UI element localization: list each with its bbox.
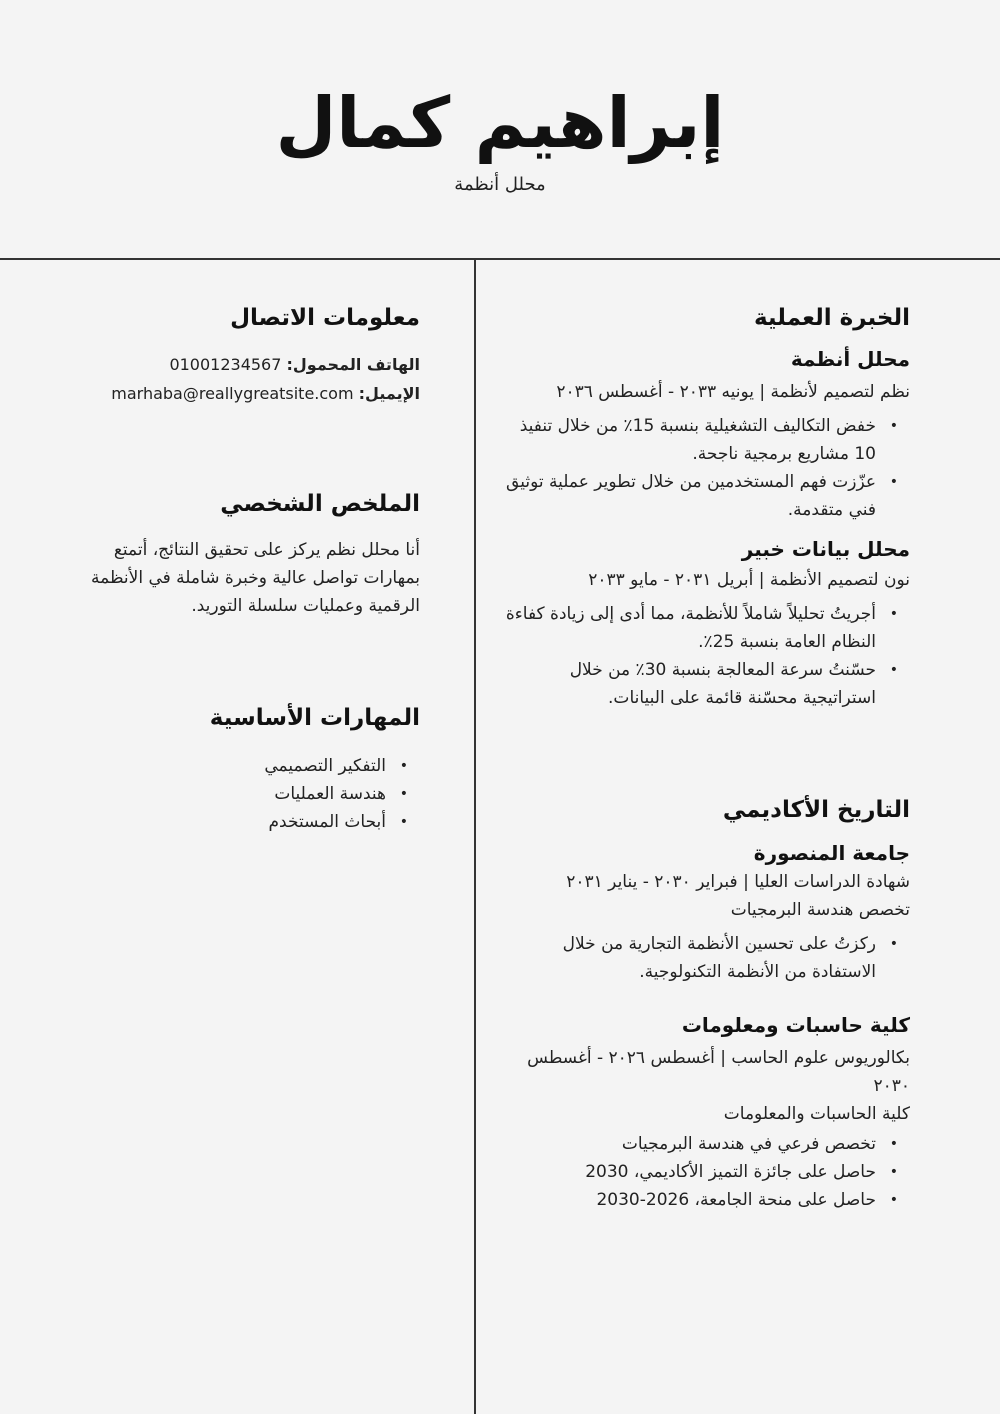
side-column xyxy=(70,300,420,836)
job-title: محلل أنظمة xyxy=(790,347,910,371)
degree-sub: تخصص هندسة البرمجيات xyxy=(730,900,910,920)
email-value: marhaba@reallygreatsite.com xyxy=(111,384,354,403)
phone-value: 01001234567 xyxy=(169,355,282,374)
experience-heading: الخبرة العملية xyxy=(753,305,910,331)
job-title: محلل بيانات خبير xyxy=(741,537,910,561)
education-bullet: • حاصل على منحة الجامعة، 2026-2030 xyxy=(500,1186,876,1214)
education-entry xyxy=(500,838,910,986)
education-entry xyxy=(500,1010,910,1214)
column-divider xyxy=(474,258,476,1414)
summary-section xyxy=(70,486,420,620)
degree-meta: شهادة الدراسات العليا | فبراير ٢٠٣٠ - يناير ٢٠٣١ xyxy=(566,872,910,892)
skills-heading: المهارات الأساسية xyxy=(209,705,420,731)
job-bullet: • حسّنتُ سرعة المعالجة بنسبة 30٪ من خلال استراتيجية محسّنة قائمة على البيانات. xyxy=(500,656,876,712)
skills-list xyxy=(70,752,420,836)
job-entry xyxy=(500,344,910,524)
summary-text: أنا محلل نظم يركز على تحقيق النتائج، أتمتع بمهارات تواصل عالية وخبرة شاملة في الأنظمة الرقمية وعمليات سلسلة التوريد. xyxy=(91,540,420,616)
education-bullet: • حاصل على جائزة التميز الأكاديمي، 2030 xyxy=(500,1158,876,1186)
job-bullet: • خفض التكاليف التشغيلية بنسبة 15٪ من خلال تنفيذ 10 مشاريع برمجية ناجحة. xyxy=(500,412,876,468)
skill-item: • هندسة العمليات xyxy=(70,780,386,808)
header-divider xyxy=(0,258,1000,260)
main-column xyxy=(500,300,910,1214)
skill-item: • التفكير التصميمي xyxy=(70,752,386,780)
contact-section xyxy=(70,300,420,408)
candidate-name: إبراهيم كمال xyxy=(275,82,725,164)
candidate-title: محلل أنظمة xyxy=(454,174,546,195)
skill-item: • أبحاث المستخدم xyxy=(70,808,386,836)
job-bullet: • أجريتُ تحليلاً شاملاً للأنظمة، مما أدى إلى زيادة كفاءة النظام العامة بنسبة 25٪. xyxy=(500,600,876,656)
experience-section xyxy=(500,300,910,712)
phone-row xyxy=(70,350,420,379)
education-heading: التاريخ الأكاديمي xyxy=(722,797,910,823)
job-meta: نون لتصميم الأنظمة | أبريل ٢٠٣١ - مايو ٢٠٣٣ xyxy=(588,570,910,590)
education-bullet: • تخصص فرعي في هندسة البرمجيات xyxy=(500,1130,876,1158)
job-bullets xyxy=(500,600,910,712)
job-bullet: • عزّزت فهم المستخدمين من خلال تطوير عملية توثيق فني متقدمة. xyxy=(500,468,876,524)
email-row xyxy=(70,379,420,408)
education-section xyxy=(500,792,910,1214)
degree-meta: بكالوريوس علوم الحاسب | أغسطس ٢٠٢٦ - أغسطس ٢٠٣٠ xyxy=(527,1048,910,1096)
phone-label: الهاتف المحمول: xyxy=(286,355,420,374)
summary-heading: الملخص الشخصي xyxy=(220,491,420,517)
education-bullets xyxy=(500,1130,910,1214)
resume-header xyxy=(0,0,1000,258)
job-entry xyxy=(500,534,910,712)
education-bullets xyxy=(500,930,910,986)
degree-sub: كلية الحاسبات والمعلومات xyxy=(723,1104,910,1124)
school-name: جامعة المنصورة xyxy=(753,841,910,865)
skills-section xyxy=(70,700,420,836)
job-meta: نظم لتصميم لأنظمة | يونيه ٢٠٣٣ - أغسطس ٢٠٣٦ xyxy=(556,382,910,402)
school-name: كلية حاسبات ومعلومات xyxy=(681,1013,910,1037)
contact-heading: معلومات الاتصال xyxy=(230,305,420,331)
email-label: الإيميل: xyxy=(358,384,420,403)
job-bullets xyxy=(500,412,910,524)
education-bullet: • ركزتُ على تحسين الأنظمة التجارية من خلال الاستفادة من الأنظمة التكنولوجية. xyxy=(500,930,876,986)
